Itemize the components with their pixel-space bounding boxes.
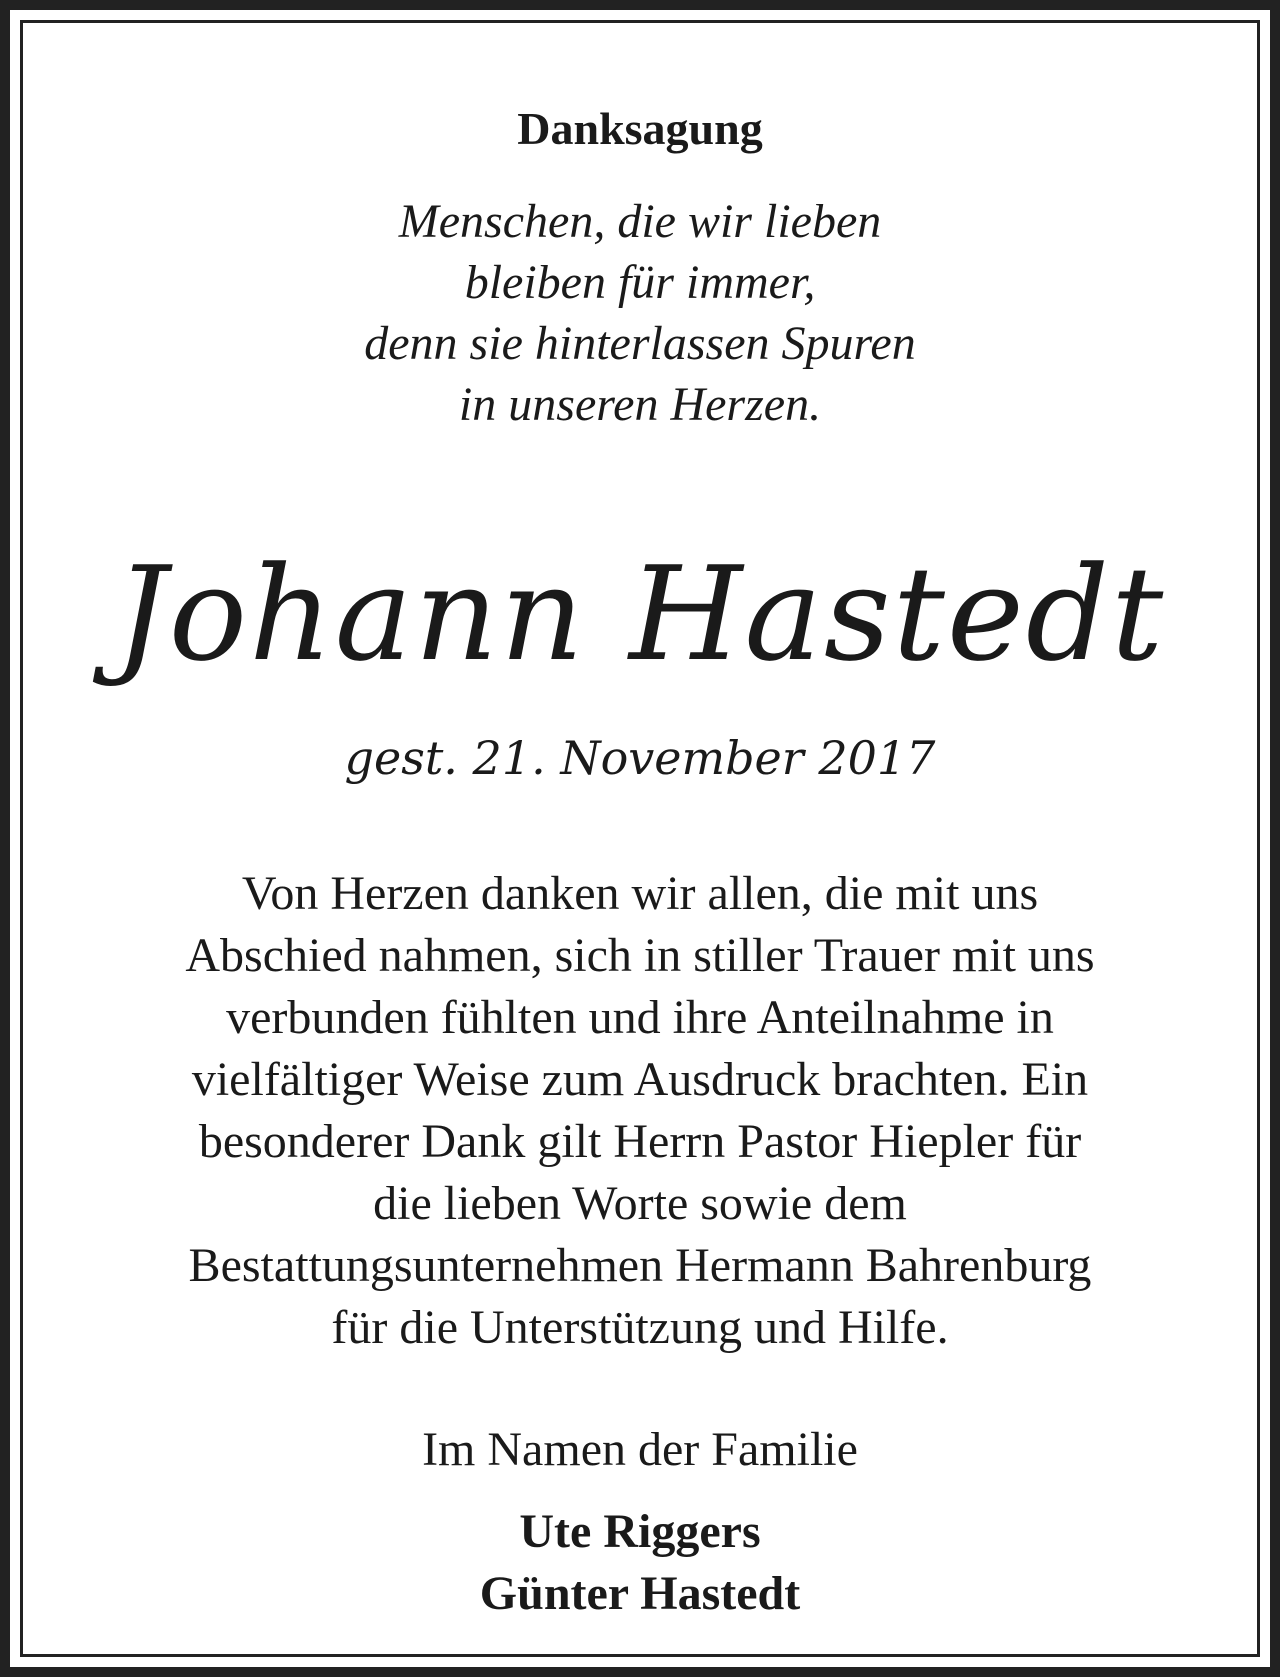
signers-block (23, 1501, 1257, 1625)
verse-line: Menschen, die wir lieben (398, 195, 882, 248)
notice-body (23, 23, 1257, 1654)
signer-name: Günter Hastedt (479, 1567, 801, 1620)
verse-line: in unseren Herzen. (458, 378, 822, 431)
family-line: Im Namen der Familie (422, 1423, 858, 1476)
thanks-line: Von Herzen danken wir allen, die mit uns (241, 867, 1039, 920)
thanks-line: besonderer Dank gilt Herrn Pastor Hiepler für (198, 1115, 1082, 1168)
notice-heading: Danksagung (517, 103, 763, 154)
thanks-line: Bestattungsunternehmen Hermann Bahrenburg (188, 1239, 1092, 1292)
verse-line: denn sie hinterlassen Spuren (364, 317, 916, 370)
thanks-line: für die Unterstützung und Hilfe. (331, 1301, 949, 1354)
thanks-line: verbunden fühlten und ihre Anteilnahme in (226, 991, 1054, 1044)
deceased-name: Johann Hastedt (114, 538, 1166, 690)
thanks-line: die lieben Worte sowie dem (373, 1177, 907, 1230)
death-date: gest. 21. November 2017 (344, 731, 936, 785)
verse-block (23, 191, 1257, 435)
thanks-line: vielfältiger Weise zum Ausdruck brachten. Ein (191, 1053, 1089, 1106)
thanks-line: Abschied nahmen, sich in stiller Trauer mit uns (185, 929, 1095, 982)
thanks-text (23, 863, 1257, 1359)
verse-line: bleiben für immer, (464, 256, 816, 309)
signer-name: Ute Riggers (519, 1505, 761, 1558)
